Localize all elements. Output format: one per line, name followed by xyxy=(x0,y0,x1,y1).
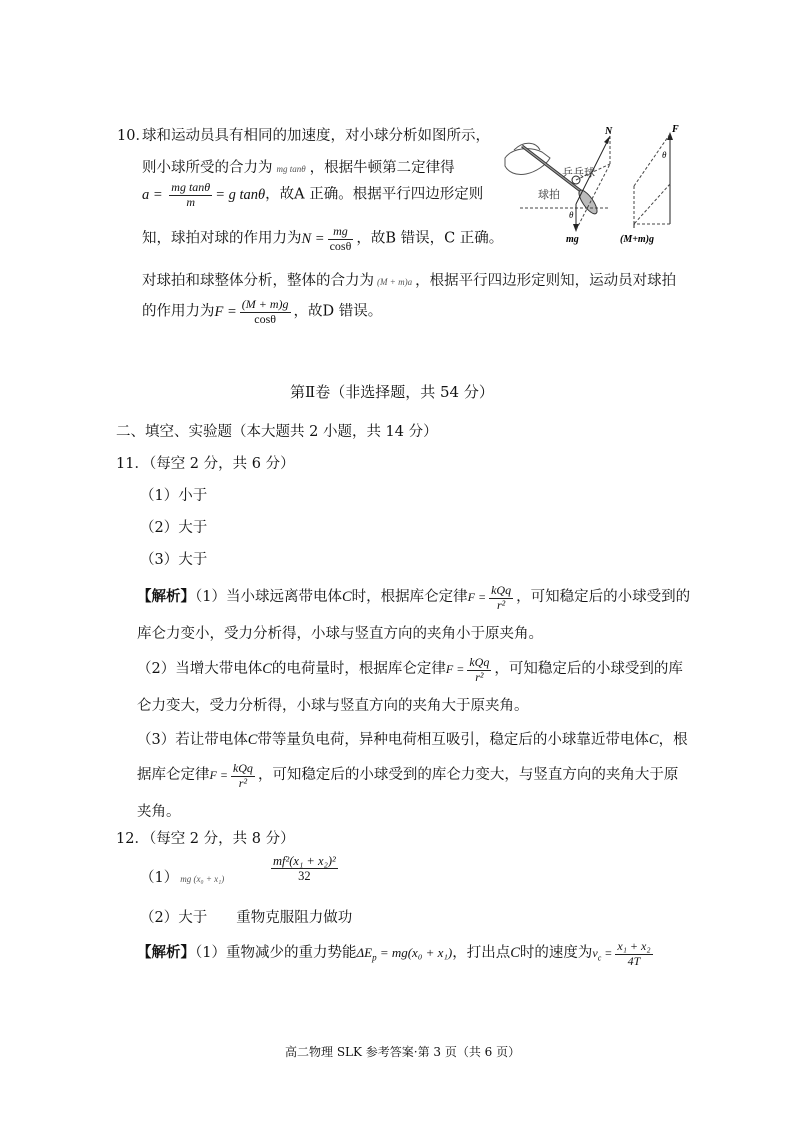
q12-analysis-1 xyxy=(137,940,656,969)
q10-l2a: 则小球所受的合力为 xyxy=(142,160,273,176)
q11-p1c: ，可知稳定后的小球受到的 xyxy=(516,589,691,606)
q11-head: 11．（每空 2 分，共 6 分） xyxy=(116,456,295,472)
formula-coulomb-3: F = $\frac{\text{kQq}}{\text{r²}}$ xyxy=(209,761,253,790)
q12-a1: （1） xyxy=(140,870,179,886)
label-N: N xyxy=(605,126,613,137)
q12-answer-1 xyxy=(140,866,224,887)
q10-l5a: 对球拍和球整体分析，整体的合力为 xyxy=(142,273,374,289)
label-racket: 球拍 xyxy=(538,189,560,201)
q11-p1b: 时，根据库仑定律 xyxy=(351,589,468,606)
page-footer: 高二物理 SLK 参考答案·第 3 页（共 6 页） xyxy=(285,1045,521,1059)
label-theta-2: θ xyxy=(662,150,667,160)
q10-l6a: 的作用力为 xyxy=(142,303,215,320)
q10-line-4 xyxy=(142,225,503,254)
formula-Ep: $\Delta E_p = mg(x_0 + x_1)$ xyxy=(356,945,453,963)
formula-a: a = $\frac{\text{mg tanθ}}{m}$ = g tanθ xyxy=(142,180,266,209)
q10-number: 10． xyxy=(117,128,150,144)
symbol-C: C xyxy=(262,661,272,678)
formula-mg-x0x1: mg (x₀ + x₁) xyxy=(180,874,225,884)
section-title: 第Ⅱ卷（非选择题，共 54 分） xyxy=(290,383,494,401)
q11-analysis-1 xyxy=(137,584,690,613)
formula-Mm-a: (M + m)a xyxy=(377,277,413,287)
formula-coulomb-2: F = $\frac{\text{kQq}}{\text{r²}}$ xyxy=(445,655,490,684)
q12-head: 12．（每空 2 分，共 8 分） xyxy=(116,831,295,847)
q11-analysis-1b: 库仑力变小，受力分析得，小球与竖直方向的夹角小于原夹角。 xyxy=(137,626,543,642)
q12-answer-2: （2）大于 重物克服阻力做功 xyxy=(140,910,353,926)
symbol-C: C xyxy=(341,589,352,606)
force-diagram xyxy=(500,120,700,250)
q11-answer-3: （3）大于 xyxy=(140,552,208,568)
formula-mf2: $\frac{\text{mf²(x₁ + x₂)²}}{32}$ xyxy=(273,854,336,884)
q11-answer-2: （2）大于 xyxy=(140,520,208,536)
label-mg: mg xyxy=(566,234,579,245)
label-Mmg: (M+m)g xyxy=(620,234,655,245)
q11-p2b: 的电荷量时，根据库仑定律 xyxy=(271,661,446,678)
q11-p2a: （2）当增大带电体 xyxy=(137,661,263,678)
analysis-tag: 【解析】 xyxy=(137,944,195,962)
q11-p3a: （3）若让带电体 xyxy=(137,732,248,748)
formula-mg-tan: mg tanθ xyxy=(276,164,306,174)
q12-p1c: 时的速度为 xyxy=(519,945,593,962)
part2-title: 二、填空、实验题（本大题共 2 小题，共 14 分） xyxy=(116,424,438,440)
analysis-tag: 【解析】 xyxy=(137,588,195,606)
q11-answer-1: （1）小于 xyxy=(140,488,208,504)
q10-figure xyxy=(500,120,700,250)
q10-l6b: ，故D 错误。 xyxy=(293,303,383,320)
symbol-C: C xyxy=(648,732,659,748)
q11-p3e: ，可知稳定后的小球受到的库仑力变大，与竖直方向的夹角大于原 xyxy=(257,767,679,784)
label-ball: 乒乓球 xyxy=(562,167,595,179)
q11-p3c: ，根 xyxy=(658,732,688,748)
formula-F: F = $\frac{(M + m)g}{\cos\theta}$ xyxy=(214,297,289,326)
q10-line-3 xyxy=(142,181,483,210)
q10-line-2 xyxy=(142,156,455,177)
q11-analysis-2b: 仑力变大，受力分析得，小球与竖直方向的夹角大于原夹角。 xyxy=(137,698,529,714)
formula-vc: $v_c$ = $\frac{\text{x₁ + x₂}}{4T}$ xyxy=(592,939,651,968)
q10-l4a: 知，球拍对球的作用力为 xyxy=(142,230,302,247)
symbol-C: C xyxy=(510,945,520,962)
q11-p3b: 带等量负电荷，异种电荷相互吸引，稳定后的小球靠近带电体 xyxy=(257,732,649,748)
q11-p2c: ，可知稳定后的小球受到的库 xyxy=(494,661,683,678)
q10-l3b: ，故A 正确。根据平行四边形定则 xyxy=(265,186,484,203)
q11-analysis-2 xyxy=(137,656,683,685)
q10-line-5 xyxy=(142,269,676,290)
q12-p1a: （1）重物减少的重力势能 xyxy=(195,945,357,962)
q10-l4b: ，故B 错误，C 正确。 xyxy=(356,230,504,247)
symbol-C: C xyxy=(247,732,258,748)
q10-l5b: ，根据平行四边形定则知，运动员对球拍 xyxy=(415,273,677,289)
label-F: F xyxy=(672,124,679,135)
q11-analysis-3 xyxy=(137,728,688,749)
label-theta-1: θ xyxy=(569,210,574,220)
formula-N: N = $\frac{mg}{\cos\theta}$ xyxy=(301,224,352,253)
q11-p3d: 据库仑定律 xyxy=(137,767,210,784)
q11-p1a: （1）当小球远离带电体 xyxy=(195,589,342,606)
q10-l2b: ，根据牛顿第二定律得 xyxy=(309,160,455,176)
q11-analysis-3c: 夹角。 xyxy=(137,804,181,820)
q10-line-6 xyxy=(142,298,382,327)
q10-line-1: 球和运动员具有相同的加速度，对小球分析如图所示， xyxy=(142,128,490,144)
formula-coulomb-1: F = $\frac{\text{kQq}}{\text{r²}}$ xyxy=(467,583,512,612)
q12-p1b: ，打出点 xyxy=(452,945,511,962)
q11-analysis-3b xyxy=(137,762,678,791)
